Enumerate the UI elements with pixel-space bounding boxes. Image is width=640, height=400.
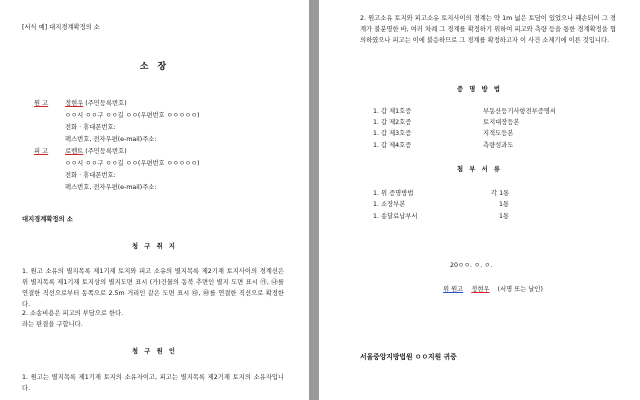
plaintiff-name: 정현우: [65, 100, 84, 107]
signature-note: (서명 또는 날인): [497, 286, 543, 293]
evidence-heading: 증 명 방 법: [457, 86, 502, 93]
defendant-address: ㅇㅇ시 ㅇㅇ구 ㅇㅇ길 ㅇㅇ(우편번호 ㅇㅇㅇㅇㅇ): [65, 160, 200, 167]
attachment-value: 1통: [499, 201, 510, 208]
attachment-label: 1. 소장부본: [373, 201, 406, 208]
evidence-label: 1. 갑 제3호증: [373, 130, 412, 137]
claim-cause-heading: 청 구 원 인: [132, 348, 177, 355]
defendant-name: 로벤트: [65, 148, 84, 155]
attachment-value: 각 1통: [491, 190, 510, 197]
document-page-left: [0, 0, 309, 400]
attachment-label: 1. 위 증명방법: [373, 190, 414, 197]
defendant-role: 피 고: [34, 148, 49, 155]
court-name: 서울중앙지방법원 ㅇㅇ지원 귀중: [360, 353, 457, 361]
evidence-value: 토지대장등본: [483, 119, 520, 126]
claim-purpose-item-1: 1. 원고 소유의 별지목록 제1기재 토지와 피고 소유의 별지목록 제2기재 토지사이의 경계선은 위 별지목록 제1기재 토지상의 별지도면 표시 (가)건물의 동북 추면인 별지 도면 표시 ㉮, ㉯를 연결한 직선으로부터 동쪽으로 2.5m 거리인 같은 도면 표시 ㉰, ㉱를 연결한 직선으로 확정한다.: [22, 268, 284, 308]
case-name: 대지경계확정의 소: [22, 216, 73, 223]
plaintiff-fax: 팩스번호, 전자우편(e-mail)주소:: [65, 136, 157, 143]
plaintiff-id-label: (주민등록번호): [85, 100, 127, 107]
claim-cause-item-1: 1. 원고는 별지목록 제1기재 토지의 소유자이고, 피고는 별지목록 제2기재 토지의 소유자입니다.: [22, 374, 284, 392]
document-page-right: [319, 0, 640, 400]
form-label: [서식 예] 대지경계확정의 소: [22, 24, 100, 31]
evidence-label: 1. 갑 제4호증: [373, 142, 412, 149]
defendant-name-line: [65, 148, 127, 156]
filing-date: 20ㅇㅇ. ㅇ. ㅇ.: [450, 262, 493, 269]
evidence-label: 1. 갑 제2호증: [373, 119, 412, 126]
plaintiff-name-line: [65, 100, 127, 108]
evidence-label: 1. 갑 제1호증: [373, 108, 412, 115]
document-title: 소 장: [139, 62, 170, 72]
evidence-value: 측량성과도: [483, 142, 514, 149]
attachment-value: 1통: [499, 213, 510, 220]
evidence-value: 부동산등기사항전부증명서: [483, 108, 556, 115]
claim-purpose-heading: 청 구 취 지: [132, 243, 177, 250]
claim-purpose-item-2: 2. 소송비용은 피고의 부담으로 한다.: [22, 310, 124, 317]
signature-line: [443, 286, 543, 294]
defendant-fax: 팩스번호, 전자우편(e-mail)주소:: [65, 184, 157, 191]
signature-role: 위 원고: [443, 286, 464, 293]
evidence-value: 지적도등본: [483, 130, 514, 137]
defendant-id-label: (주민등록번호): [85, 148, 127, 155]
claim-purpose-closing: 라는 판결을 구합니다.: [22, 321, 83, 328]
plaintiff-address: ㅇㅇ시 ㅇㅇ구 ㅇㅇ길 ㅇㅇ(우편번호 ㅇㅇㅇㅇㅇ): [65, 112, 200, 119]
attachments-heading: 첨 부 서 류: [457, 166, 502, 173]
defendant-phone: 전화 · 휴대폰번호:: [65, 172, 116, 179]
plaintiff-phone: 전화 · 휴대폰번호:: [65, 124, 116, 131]
claim-cause-item-2: 2. 원고소유 토지와 피고소유 토지사이의 경계는 약 1m 넓은 토담이 있었으나 패손되어 그 경계가 불분명한 바, 여러 차례 그 경계를 확정하기 위하여 피고와 측량 등을 통한 경계확정을 협의하였으나 피고는 이에 불응하므로 그 경계를 확정하고자 이 사건 소제기에 이른 것입니다.: [360, 15, 616, 44]
signature-name: 정현우: [471, 286, 490, 293]
attachment-label: 1. 송달료납부서: [373, 213, 418, 220]
plaintiff-role: 원 고: [34, 100, 49, 107]
